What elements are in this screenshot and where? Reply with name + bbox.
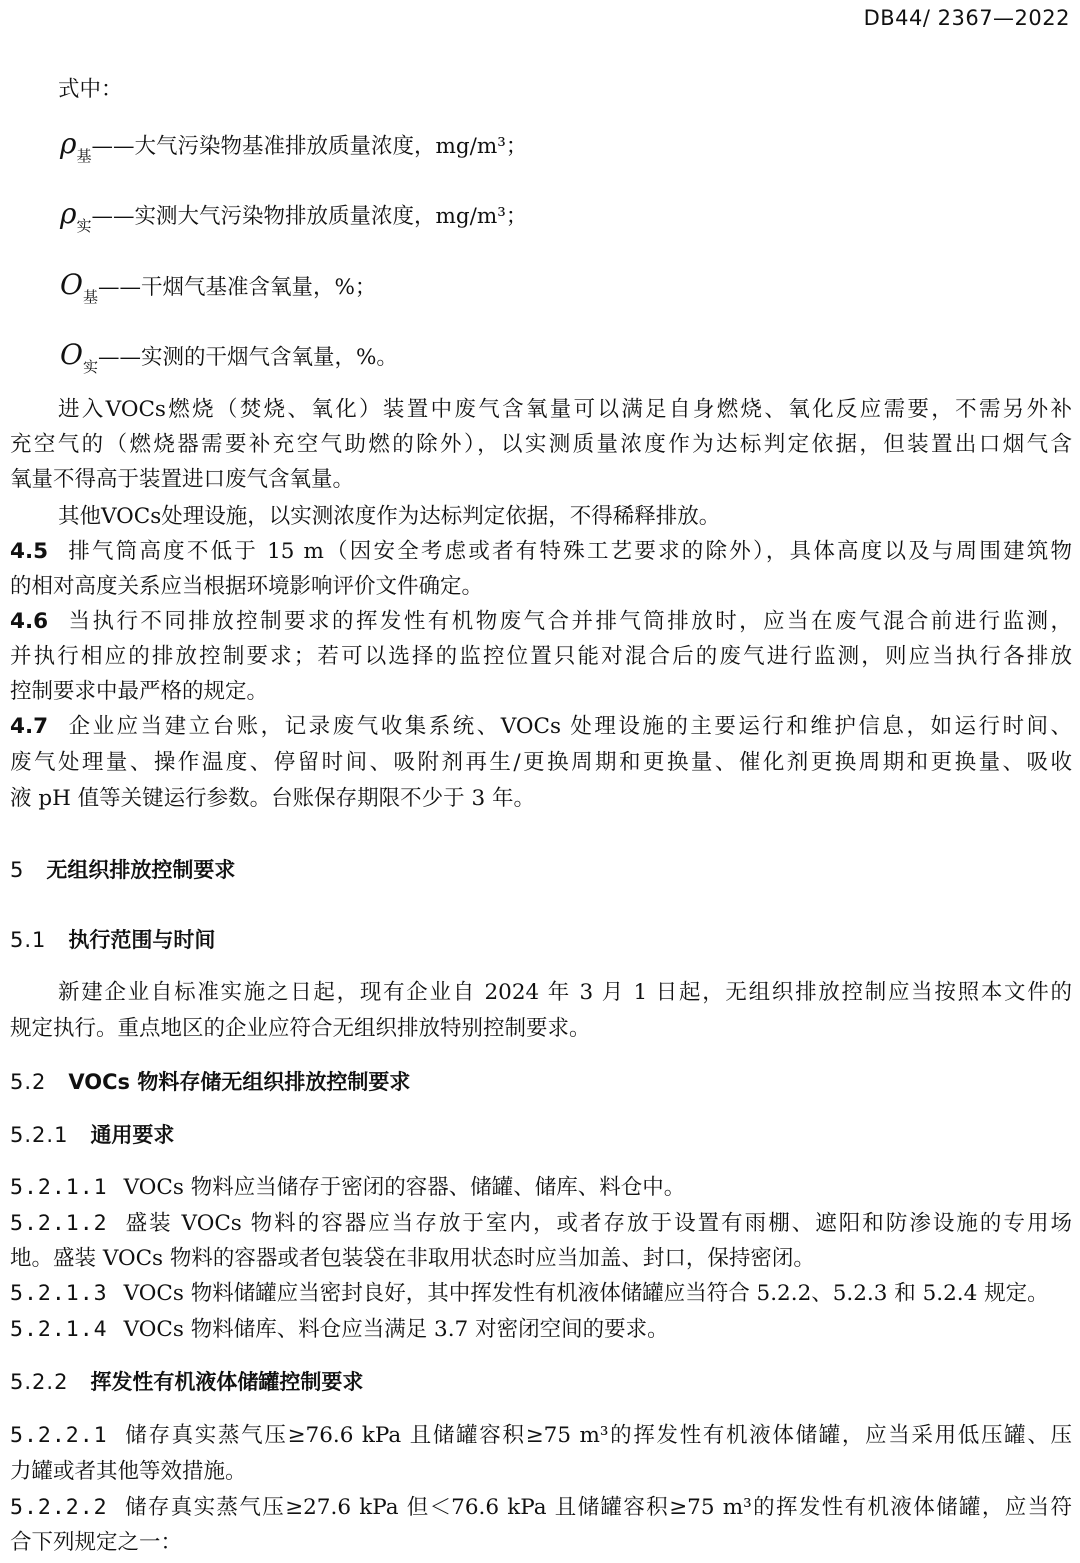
symbol-o: O	[60, 268, 83, 301]
section-number: 5.2.1	[10, 1123, 69, 1147]
section-number: 5.2.2	[10, 1370, 69, 1394]
legend-desc: ——大气污染物基准排放质量浓度，mg/m³；	[91, 134, 528, 159]
paragraph-line: 的相对高度关系应当根据环境影响评价文件确定。	[10, 574, 484, 599]
legend-desc: ——实测的干烟气含氧量，%。	[97, 345, 398, 370]
clause-number: 5.2.1.4	[10, 1317, 108, 1342]
legend-item	[60, 194, 527, 238]
paragraph-line: 废气处理量、操作温度、停留时间、吸附剂再生/更换周期和更换量、催化剂更换周期和更换量、吸收	[10, 750, 1072, 775]
section-5-heading	[10, 852, 235, 888]
section-5-2-heading	[10, 1064, 410, 1100]
clause-4-5	[10, 534, 1072, 570]
clause-number: 4.7	[10, 714, 49, 739]
section-title: 执行范围与时间	[68, 928, 216, 952]
section-number: 5	[10, 858, 25, 882]
subscript: 实	[76, 217, 92, 235]
paragraph-line: 新建企业自标准实施之日起，现有企业自 2024 年 3 月 1 日起，无组织排放控制应当按照本文件的	[58, 980, 1072, 1005]
paragraph-line: 氧量不得高于装置进口废气含氧量。	[10, 467, 355, 492]
paragraph-line: 其他VOCs处理设施，以实测浓度作为达标判定依据，不得稀释排放。	[58, 504, 721, 529]
paragraph-line: 控制要求中最严格的规定。	[10, 679, 269, 704]
paragraph-line: 并执行相应的排放控制要求；若可以选择的监控位置只能对混合后的废气进行监测，则应当执行各排放	[10, 644, 1072, 669]
section-title: VOCs 物料存储无组织排放控制要求	[68, 1070, 411, 1094]
section-title: 通用要求	[90, 1123, 175, 1147]
clause-text: 排气筒高度不低于 15 m（因安全考虑或者有特殊工艺要求的除外），具体高度以及与周围建筑物	[66, 539, 1072, 564]
document-code: DB44/ 2367—2022	[863, 6, 1070, 30]
clause-number: 4.5	[10, 539, 49, 564]
clause-text: VOCs 物料储罐应当密封良好，其中挥发性有机液体储罐应当符合 5.2.2、5.2.3 和 5.2.4 规定。	[123, 1281, 1049, 1306]
subscript: 基	[76, 147, 92, 165]
section-title: 无组织排放控制要求	[46, 858, 236, 882]
clause-number: 5.2.1.1	[10, 1175, 108, 1200]
clause-text: VOCs 物料储库、料仓应当满足 3.7 对密闭空间的要求。	[123, 1317, 669, 1342]
legend-item	[60, 265, 376, 309]
paragraph-line: 充空气的（燃烧器需要补充空气助燃的除外），以实测质量浓度作为达标判定依据，但装置出口烟气含	[10, 432, 1072, 457]
clause-number: 5.2.1.3	[10, 1281, 108, 1306]
clause-number: 5.2.2.2	[10, 1495, 108, 1520]
clause-text: 储存真实蒸气压≥76.6 kPa 且储罐容积≥75 m³的挥发性有机液体储罐，应当采用低压罐、压	[123, 1423, 1072, 1448]
paragraph-line: 进入VOCs燃烧（焚烧、氧化）装置中废气含氧量可以满足自身燃烧、氧化反应需要，不需另外补	[58, 397, 1072, 422]
clause-text: VOCs 物料应当储存于密闭的容器、储罐、储库、料仓中。	[123, 1175, 686, 1200]
clause-5-2-1-4	[10, 1312, 1072, 1348]
section-5-2-1-heading	[10, 1117, 174, 1153]
clause-number: 4.6	[10, 609, 49, 634]
clause-5-2-1-1	[10, 1170, 1072, 1206]
clause-4-7	[10, 709, 1072, 745]
section-5-2-2-heading	[10, 1364, 363, 1400]
legend-item	[60, 124, 527, 168]
symbol-rho: ρ	[60, 127, 77, 160]
formula-intro: 式中：	[58, 77, 123, 102]
legend-item	[60, 335, 398, 379]
section-number: 5.2	[10, 1070, 47, 1094]
paragraph-line: 液 pH 值等关键运行参数。台账保存期限不少于 3 年。	[10, 786, 536, 811]
subscript: 实	[82, 358, 98, 376]
section-title: 挥发性有机液体储罐控制要求	[90, 1370, 364, 1394]
subscript: 基	[82, 288, 98, 306]
clause-text: 企业应当建立台账，记录废气收集系统、VOCs 处理设施的主要运行和维护信息，如运行时间、	[66, 714, 1072, 739]
clause-5-2-2-2	[10, 1490, 1072, 1526]
clause-5-2-2-1	[10, 1418, 1072, 1454]
section-5-1-heading	[10, 922, 215, 958]
clause-5-2-1-3	[10, 1276, 1072, 1312]
legend-desc: ——实测大气污染物排放质量浓度，mg/m³；	[91, 204, 528, 229]
section-number: 5.1	[10, 928, 47, 952]
clause-text: 储存真实蒸气压≥27.6 kPa 但＜76.6 kPa 且储罐容积≥75 m³的挥发性有机液体储罐，应当符	[123, 1495, 1072, 1520]
clause-number: 5.2.1.2	[10, 1211, 108, 1236]
paragraph-line: 合下列规定之一：	[10, 1530, 183, 1555]
symbol-rho: ρ	[60, 197, 77, 230]
clause-5-2-1-2	[10, 1206, 1072, 1242]
paragraph-line: 规定执行。重点地区的企业应符合无组织排放特别控制要求。	[10, 1016, 591, 1041]
legend-desc: ——干烟气基准含氧量，%；	[97, 275, 377, 300]
symbol-o: O	[60, 338, 83, 371]
paragraph-line: 力罐或者其他等效措施。	[10, 1459, 247, 1484]
paragraph-line: 地。盛装 VOCs 物料的容器或者包装袋在非取用状态时应当加盖、封口，保持密闭。	[10, 1246, 815, 1271]
clause-text: 盛装 VOCs 物料的容器应当存放于室内，或者存放于设置有雨棚、遮阳和防渗设施的专用场	[123, 1211, 1072, 1236]
clause-number: 5.2.2.1	[10, 1423, 108, 1448]
clause-text: 当执行不同排放控制要求的挥发性有机物废气合并排气筒排放时，应当在废气混合前进行监测，	[66, 609, 1072, 634]
clause-4-6	[10, 604, 1072, 640]
